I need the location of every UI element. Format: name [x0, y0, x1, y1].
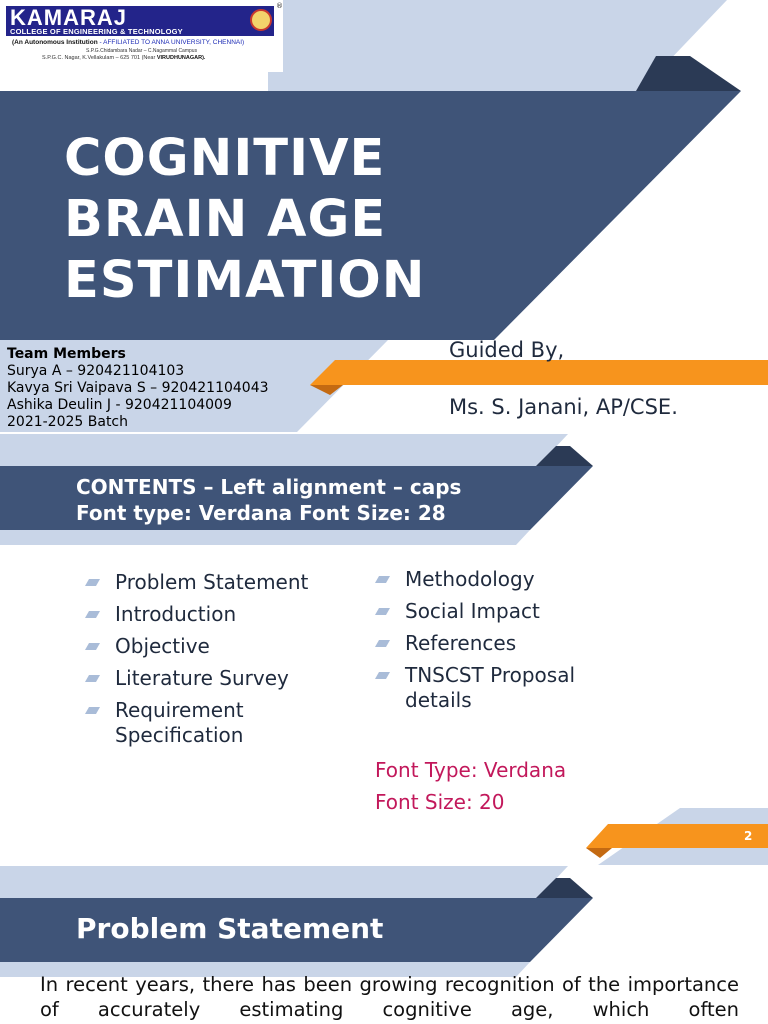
- logo-address: S.P.G.C. Nagar, K.Vellakulam – 625 701 (Near VIRUDHUNAGAR).: [42, 55, 206, 61]
- problem-statement-body: In recent years, there has been growing recognition of the importance of accurately estimating cognitive age, which often: [40, 973, 739, 1021]
- font-size-note: Font Size: 20: [375, 790, 505, 814]
- light-band-ps-top: [0, 866, 568, 898]
- bullet-icon: [375, 672, 390, 679]
- logo-affiliation: (An Autonomous Institution - AFFILIATED TO ANNA UNIVERSITY, CHENNAI): [12, 39, 245, 46]
- title-line: ESTIMATION: [64, 251, 426, 310]
- page-num-ribbon: [586, 824, 768, 848]
- team-member: Kavya Sri Vaipava S – 920421104043: [7, 380, 269, 396]
- font-type-note: Font Type: Verdana: [375, 758, 567, 782]
- orange-ribbon: [310, 360, 768, 385]
- guided-by-label: Guided By,: [449, 338, 565, 362]
- logo-title-bar: [6, 6, 274, 36]
- team-members-heading: Team Members: [7, 346, 126, 362]
- page-num-ribbon-fold: [586, 848, 612, 858]
- college-logo: [0, 0, 283, 72]
- batch-label: 2021-2025 Batch: [7, 414, 129, 430]
- light-band-contents-bottom: [0, 530, 530, 545]
- bullet-icon: [375, 608, 390, 615]
- list-item: Requirement Specification: [85, 698, 355, 748]
- bullet-icon: [85, 643, 100, 650]
- list-item: TNSCST Proposal details: [375, 663, 635, 713]
- font-note: [375, 754, 566, 818]
- guide-name: Ms. S. Janani, AP/CSE.: [449, 395, 678, 419]
- list-item: Social Impact: [375, 599, 635, 624]
- bullet-icon: [375, 576, 390, 583]
- list-item: Methodology: [375, 567, 635, 592]
- list-item: Literature Survey: [85, 666, 355, 691]
- logo-college-subtitle: COLLEGE OF ENGINEERING & TECHNOLOGY: [10, 27, 183, 36]
- logo-campus: S.P.G.Chidambara Nadar – C.Nagammal Campus: [86, 48, 198, 54]
- list-item: Problem Statement: [85, 570, 355, 595]
- bullet-icon: [85, 579, 100, 586]
- problem-statement-heading: Problem Statement: [76, 912, 384, 945]
- list-item: References: [375, 631, 635, 656]
- team-members-block: [7, 346, 269, 431]
- bullet-icon: [85, 707, 100, 714]
- presentation-title: [64, 128, 425, 311]
- list-item: Objective: [85, 634, 355, 659]
- bullet-icon: [375, 640, 390, 647]
- team-member: Ashika Deulin J - 920421104009: [7, 397, 232, 413]
- contents-heading: [76, 474, 461, 526]
- contents-list-left: [85, 570, 355, 755]
- bullet-icon: [85, 675, 100, 682]
- contents-heading-line: Font type: Verdana Font Size: 28: [76, 501, 446, 525]
- contents-list-right: [375, 567, 635, 720]
- list-item: Introduction: [85, 602, 355, 627]
- college-seal-icon: [250, 9, 272, 31]
- title-line: COGNITIVE: [64, 129, 386, 188]
- logo-college-name: KAMARAJ: [10, 5, 127, 30]
- registered-mark: ®: [276, 2, 283, 10]
- page-number: 2: [744, 829, 753, 843]
- light-band-contents-top: [0, 434, 568, 466]
- bullet-icon: [85, 611, 100, 618]
- title-line: BRAIN AGE: [64, 190, 387, 249]
- contents-heading-line: CONTENTS – Left alignment – caps: [76, 475, 462, 499]
- team-member: Surya A – 920421104103: [7, 363, 185, 379]
